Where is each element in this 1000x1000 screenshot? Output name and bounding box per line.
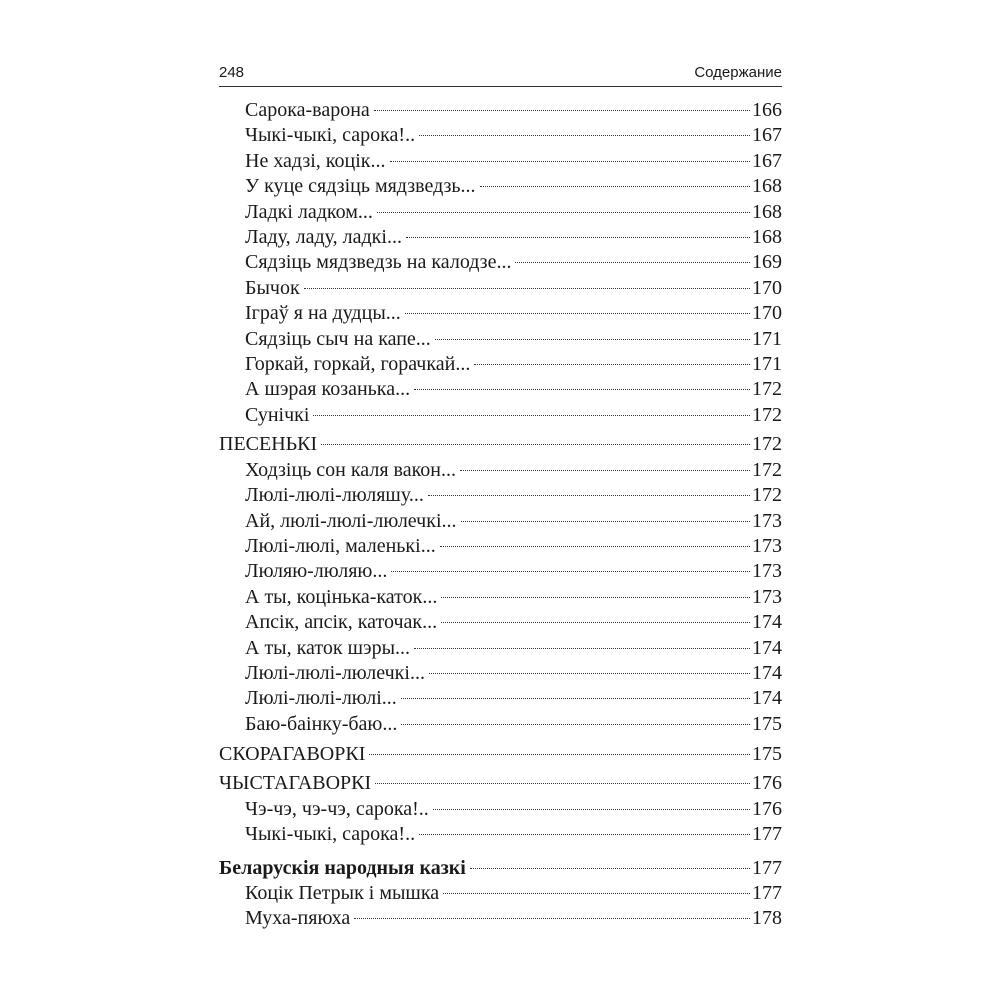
toc-entry-title: Люляю-люляю... <box>245 560 388 583</box>
toc-entry-page: 174 <box>752 636 782 659</box>
toc-entry-page: 173 <box>752 535 782 558</box>
toc-entry-title: А ты, каток шэры... <box>245 636 411 659</box>
dot-leader <box>354 918 750 919</box>
toc-entry-page: 172 <box>752 458 782 481</box>
toc-entry <box>219 200 782 225</box>
dot-leader <box>377 212 750 213</box>
dot-leader <box>321 444 750 445</box>
toc-entry-page: 167 <box>752 124 782 147</box>
dot-leader <box>414 389 750 390</box>
dot-leader <box>441 597 750 598</box>
toc-entry-title: Апсік, апсік, каточак... <box>245 611 438 634</box>
toc-entry-title: Люлі-люлі-люлечкі... <box>245 661 425 684</box>
toc-entry <box>219 276 782 301</box>
dot-leader <box>401 698 750 699</box>
toc-entry-title: У куце сядзіць мядзведзь... <box>245 175 476 198</box>
toc-entry-title: Не хадзі, коцік... <box>245 149 386 172</box>
toc-section-heading <box>219 432 782 457</box>
toc-entry <box>219 881 782 906</box>
toc-entry-page: 178 <box>752 907 782 930</box>
toc-entry-page: 173 <box>752 585 782 608</box>
toc-entry-title: Люлі-люлі-люлі... <box>245 687 397 710</box>
toc-entry-page: 177 <box>752 823 782 846</box>
toc-entry-page: 169 <box>752 251 782 274</box>
dot-leader <box>405 313 750 314</box>
toc-entry-page: 170 <box>752 302 782 325</box>
toc-entry-page: 172 <box>752 484 782 507</box>
toc-entry-page: 170 <box>752 276 782 299</box>
toc-entry <box>219 636 782 661</box>
toc-entry <box>219 149 782 174</box>
toc-entry-title: А ты, коцінька-каток... <box>245 585 438 608</box>
dot-leader <box>480 186 750 187</box>
toc-entry-page: 168 <box>752 175 782 198</box>
toc-entry-title: Муха-пяюха <box>245 907 351 930</box>
toc-entry-page: 173 <box>752 509 782 532</box>
toc-entry-title: Іграў я на дудцы... <box>245 302 401 325</box>
dot-leader <box>419 135 750 136</box>
toc-entry-title: Ходзіць сон каля вакон... <box>245 458 456 481</box>
toc-entry-page: 171 <box>752 352 782 375</box>
toc-entry-title: ЧЫСТАГАВОРКІ <box>219 772 372 795</box>
dot-leader <box>461 521 750 522</box>
dot-leader <box>474 364 750 365</box>
toc-entry-title: А шэрая козанька... <box>245 378 411 401</box>
toc-entry <box>219 559 782 584</box>
toc-entry-title: Горкай, горкай, горачкай... <box>245 352 471 375</box>
toc-entry <box>219 301 782 326</box>
toc-entry-title: Беларускія народныя казкі <box>219 856 466 879</box>
dot-leader <box>460 470 750 471</box>
page-header <box>219 62 782 87</box>
toc-entry <box>219 225 782 250</box>
toc-entry-page: 172 <box>752 403 782 426</box>
dot-leader <box>304 288 750 289</box>
toc-entry-title: Ладу, ладу, ладкі... <box>245 225 402 248</box>
dot-leader <box>440 546 750 547</box>
dot-leader <box>441 622 750 623</box>
toc-entry <box>219 327 782 352</box>
toc-entry-page: 174 <box>752 661 782 684</box>
dot-leader <box>433 809 750 810</box>
toc-entry-title: Сядзіць сыч на капе... <box>245 327 431 350</box>
dot-leader <box>435 339 750 340</box>
toc-entry <box>219 610 782 635</box>
dot-leader <box>406 237 750 238</box>
toc-entry <box>219 377 782 402</box>
toc-entry <box>219 686 782 711</box>
toc-entry-page: 166 <box>752 99 782 121</box>
toc-entry-page: 176 <box>752 797 782 820</box>
page-number: 248 <box>219 64 245 81</box>
toc-entry-title: ПЕСЕНЬКІ <box>219 433 318 456</box>
toc-entry <box>219 906 782 931</box>
dot-leader <box>470 868 750 869</box>
toc-entry <box>219 352 782 377</box>
toc-entry-page: 175 <box>752 712 782 735</box>
toc-entry-page: 176 <box>752 772 782 795</box>
toc-entry-page: 168 <box>752 200 782 223</box>
dot-leader <box>443 893 750 894</box>
toc-section-heading <box>219 771 782 796</box>
toc-entry <box>219 458 782 483</box>
toc-entry-page: 171 <box>752 327 782 350</box>
toc-entry-page: 173 <box>752 560 782 583</box>
toc-entry <box>219 797 782 822</box>
toc-entry-title: Бычок <box>245 276 300 299</box>
toc-entry-title: Ладкі ладком... <box>245 200 373 223</box>
dot-leader <box>414 648 750 649</box>
toc-entry-title: Сунічкі <box>245 403 310 426</box>
toc-entry-page: 177 <box>752 881 782 904</box>
dot-leader <box>369 754 750 755</box>
toc-book-heading <box>219 856 782 881</box>
dot-leader <box>419 834 750 835</box>
toc-entry-page: 172 <box>752 433 782 456</box>
dot-leader <box>428 495 750 496</box>
toc-entry <box>219 250 782 275</box>
dot-leader <box>313 415 750 416</box>
toc-entry <box>219 123 782 148</box>
toc-entry <box>219 712 782 737</box>
toc-entry-title: СКОРАГАВОРКІ <box>219 742 366 765</box>
table-of-contents <box>219 98 782 932</box>
toc-entry-title: Чэ-чэ, чэ-чэ, сарока!.. <box>245 797 429 820</box>
toc-entry-title: Коцік Петрык і мышка <box>245 881 440 904</box>
toc-entry-title: Баю-баінку-баю... <box>245 712 398 735</box>
toc-entry-title: Сядзіць мядзведзь на калодзе... <box>245 251 512 274</box>
toc-entry-title: Сарока-варона <box>245 99 370 121</box>
toc-entry <box>219 822 782 847</box>
toc-entry-title: Люлі-люлі-люляшу... <box>245 484 424 507</box>
dot-leader <box>374 110 750 111</box>
toc-entry-title: Чыкі-чыкі, сарока!.. <box>245 124 416 147</box>
toc-section-heading <box>219 742 782 767</box>
toc-entry-page: 175 <box>752 742 782 765</box>
toc-entry <box>219 534 782 559</box>
dot-leader <box>390 161 751 162</box>
toc-entry-page: 174 <box>752 687 782 710</box>
toc-entry-title: Люлі-люлі, маленькі... <box>245 535 436 558</box>
toc-entry <box>219 483 782 508</box>
dot-leader <box>515 262 750 263</box>
toc-entry-page: 167 <box>752 149 782 172</box>
toc-entry-page: 168 <box>752 225 782 248</box>
dot-leader <box>401 724 750 725</box>
toc-entry-title: Чыкі-чыкі, сарока!.. <box>245 823 416 846</box>
toc-entry <box>219 174 782 199</box>
toc-entry <box>219 403 782 428</box>
toc-entry-page: 172 <box>752 378 782 401</box>
toc-entry-page: 177 <box>752 856 782 879</box>
toc-entry <box>219 585 782 610</box>
dot-leader <box>429 673 750 674</box>
toc-entry <box>219 509 782 534</box>
toc-entry <box>219 98 782 123</box>
toc-entry <box>219 661 782 686</box>
toc-entry-title: Ай, люлі-люлі-люлечкі... <box>245 509 457 532</box>
running-title: Содержание <box>694 64 782 81</box>
dot-leader <box>375 783 750 784</box>
toc-entry-page: 174 <box>752 611 782 634</box>
dot-leader <box>391 571 750 572</box>
